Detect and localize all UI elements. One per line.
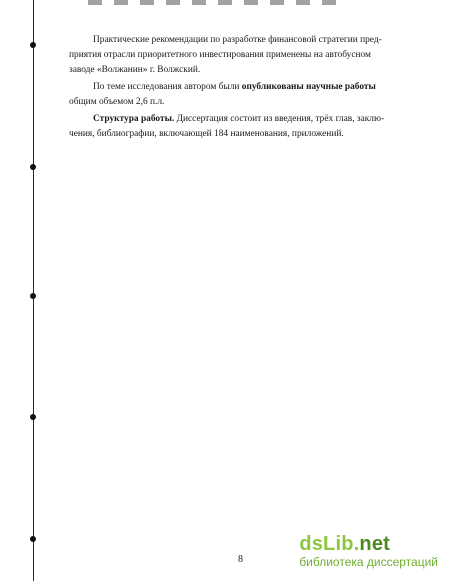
text-run: По теме исследования автором были [93, 82, 242, 92]
logo-text: dsLib. [299, 533, 360, 555]
text-line: общим объемом 2,6 п.л. [69, 97, 165, 107]
binding-hole [30, 42, 36, 48]
watermark-subtitle: библиотека диссертаций [299, 555, 438, 569]
binding-hole [30, 414, 36, 420]
binding-hole [30, 293, 36, 299]
paragraph-structure [69, 112, 413, 142]
text-run: Диссертация состоит из введения, трёх глав, заклю- [174, 114, 385, 124]
text-line [93, 112, 413, 127]
paragraph-publications [69, 80, 413, 110]
document-body [69, 33, 413, 144]
binding-edge-line [33, 0, 34, 581]
binding-hole [30, 164, 36, 170]
paragraph-recommendations [69, 33, 413, 78]
text-line: Практические рекомендации по разработке финансовой стратегии пред- [93, 35, 382, 45]
text-line: заводе «Волжанин» г. Волжский. [69, 65, 201, 75]
scan-artifact-top [88, 0, 348, 5]
binding-hole [30, 536, 36, 542]
text-line: приятия отрасли приоритетного инвестирования применены на автобусном [69, 50, 371, 60]
bold-heading: Структура работы. [93, 114, 175, 124]
bold-text: опубликованы научные работы [241, 82, 376, 92]
text-line: чения, библиографии, включающей 184 наименования, приложений. [69, 129, 344, 139]
text-line [93, 80, 413, 95]
dslib-logo [299, 533, 438, 555]
dslib-watermark[interactable] [299, 533, 438, 569]
page-number: 8 [238, 554, 243, 565]
logo-tld: net [359, 533, 391, 555]
